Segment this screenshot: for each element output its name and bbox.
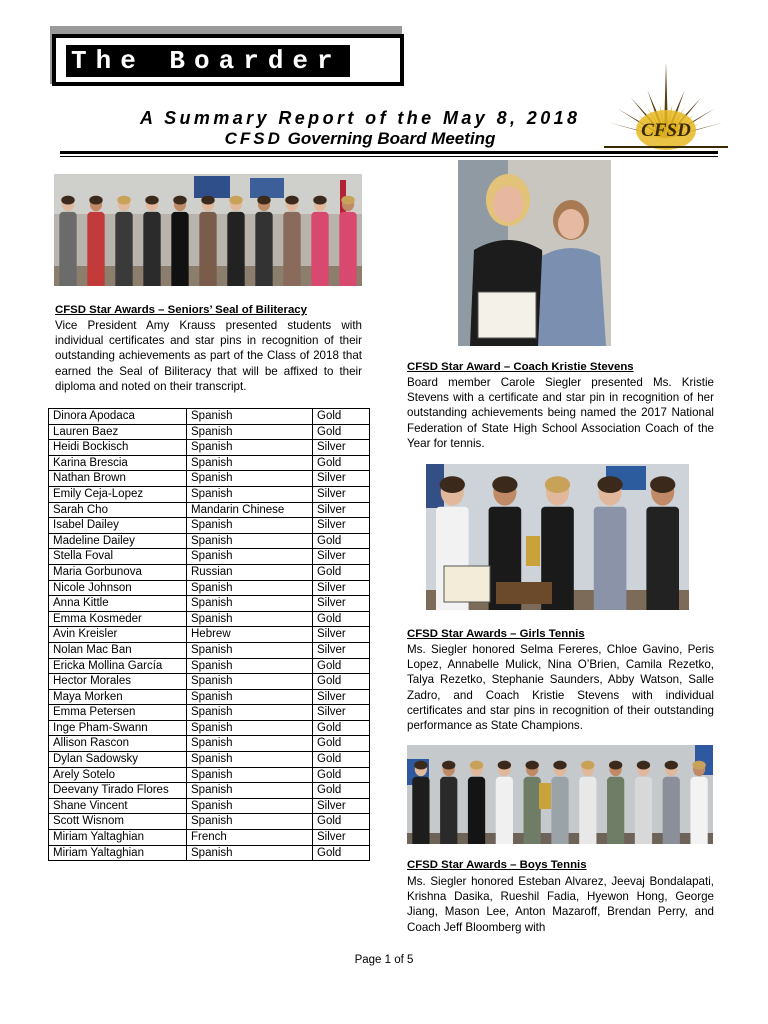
table-row bbox=[49, 486, 370, 502]
girls-tennis-heading: CFSD Star Awards – Girls Tennis bbox=[407, 628, 585, 640]
seal-level-cell: Gold bbox=[313, 720, 370, 736]
girls-tennis-photo bbox=[426, 464, 689, 610]
student-name-cell: Maya Morken bbox=[49, 689, 187, 705]
language-cell: Spanish bbox=[187, 409, 313, 425]
masthead bbox=[52, 34, 404, 86]
language-cell: Spanish bbox=[187, 783, 313, 799]
language-cell: Russian bbox=[187, 564, 313, 580]
student-name-cell: Emily Ceja-Lopez bbox=[49, 486, 187, 502]
masthead-title: The Boarder bbox=[66, 45, 350, 77]
table-row bbox=[49, 533, 370, 549]
student-name-cell: Emma Petersen bbox=[49, 705, 187, 721]
table-row bbox=[49, 518, 370, 534]
table-row bbox=[49, 736, 370, 752]
report-subtitle: CFSD Governing Board Meeting bbox=[224, 129, 496, 148]
biliteracy-heading: CFSD Star Awards – Seniors’ Seal of Biliteracy bbox=[55, 304, 307, 316]
title-rule-thin bbox=[60, 156, 718, 157]
student-name-cell: Maria Gorbunova bbox=[49, 564, 187, 580]
language-cell: Spanish bbox=[187, 814, 313, 830]
title-rule bbox=[60, 151, 718, 154]
table-row bbox=[49, 440, 370, 456]
seal-level-cell: Gold bbox=[313, 674, 370, 690]
language-cell: French bbox=[187, 830, 313, 846]
student-name-cell: Nicole Johnson bbox=[49, 580, 187, 596]
seal-level-cell: Gold bbox=[313, 783, 370, 799]
student-name-cell: Emma Kosmeder bbox=[49, 611, 187, 627]
language-cell: Spanish bbox=[187, 845, 313, 861]
table-row bbox=[49, 798, 370, 814]
language-cell: Spanish bbox=[187, 705, 313, 721]
student-name-cell: Anna Kittle bbox=[49, 596, 187, 612]
boys-tennis-photo bbox=[407, 745, 713, 844]
language-cell: Spanish bbox=[187, 471, 313, 487]
seal-level-cell: Gold bbox=[313, 736, 370, 752]
student-name-cell: Miriam Yaltaghian bbox=[49, 830, 187, 846]
seal-level-cell: Silver bbox=[313, 596, 370, 612]
table-row bbox=[49, 767, 370, 783]
table-row bbox=[49, 783, 370, 799]
coach-heading: CFSD Star Award – Coach Kristie Stevens bbox=[407, 361, 634, 373]
table-row bbox=[49, 720, 370, 736]
seal-level-cell: Gold bbox=[313, 752, 370, 768]
report-title: A Summary Report of the May 8, 2018 bbox=[140, 108, 581, 128]
language-cell: Spanish bbox=[187, 533, 313, 549]
language-cell: Spanish bbox=[187, 720, 313, 736]
boys-tennis-heading: CFSD Star Awards – Boys Tennis bbox=[407, 859, 587, 871]
seal-level-cell: Gold bbox=[313, 767, 370, 783]
language-cell: Spanish bbox=[187, 658, 313, 674]
student-name-cell: Dinora Apodaca bbox=[49, 409, 187, 425]
seal-level-cell: Gold bbox=[313, 533, 370, 549]
seal-level-cell: Gold bbox=[313, 845, 370, 861]
student-name-cell: Nolan Mac Ban bbox=[49, 642, 187, 658]
language-cell: Spanish bbox=[187, 518, 313, 534]
cfsd-logo bbox=[600, 52, 732, 156]
table-row bbox=[49, 596, 370, 612]
table-row bbox=[49, 580, 370, 596]
biliteracy-table bbox=[48, 408, 370, 861]
seal-level-cell: Silver bbox=[313, 580, 370, 596]
seal-level-cell: Silver bbox=[313, 642, 370, 658]
language-cell: Hebrew bbox=[187, 627, 313, 643]
table-row bbox=[49, 642, 370, 658]
seal-level-cell: Silver bbox=[313, 705, 370, 721]
language-cell: Spanish bbox=[187, 455, 313, 471]
language-cell: Spanish bbox=[187, 752, 313, 768]
student-name-cell: Inge Pham-Swann bbox=[49, 720, 187, 736]
student-name-cell: Sarah Cho bbox=[49, 502, 187, 518]
student-name-cell: Allison Rascon bbox=[49, 736, 187, 752]
student-name-cell: Hector Morales bbox=[49, 674, 187, 690]
language-cell: Spanish bbox=[187, 549, 313, 565]
seal-level-cell: Silver bbox=[313, 830, 370, 846]
seal-level-cell: Silver bbox=[313, 689, 370, 705]
svg-text:CFSD: CFSD bbox=[641, 120, 691, 141]
language-cell: Spanish bbox=[187, 767, 313, 783]
table-row bbox=[49, 424, 370, 440]
language-cell: Spanish bbox=[187, 424, 313, 440]
biliteracy-group-photo bbox=[54, 174, 362, 286]
girls-tennis-body: Ms. Siegler honored Selma Fereres, Chloe Gavino, Peris Lopez, Annabelle Mulick, Nina O’Brien, Camila Rezetko, Talya Rezetko, Stephanie Saunders, Abby Watson, Salle Zadro, and Coach Kristie Stevens with individual certificates and star pins in recognition of their outstanding performance as State Champions. bbox=[407, 643, 714, 733]
seal-level-cell: Silver bbox=[313, 502, 370, 518]
table-row bbox=[49, 674, 370, 690]
seal-level-cell: Silver bbox=[313, 440, 370, 456]
seal-level-cell: Silver bbox=[313, 486, 370, 502]
table-row bbox=[49, 471, 370, 487]
student-name-cell: Stella Foval bbox=[49, 549, 187, 565]
language-cell: Spanish bbox=[187, 580, 313, 596]
seal-level-cell: Gold bbox=[313, 611, 370, 627]
language-cell: Spanish bbox=[187, 440, 313, 456]
seal-level-cell: Silver bbox=[313, 798, 370, 814]
seal-level-cell: Gold bbox=[313, 814, 370, 830]
student-name-cell: Karina Brescia bbox=[49, 455, 187, 471]
student-name-cell: Nathan Brown bbox=[49, 471, 187, 487]
seal-level-cell: Silver bbox=[313, 518, 370, 534]
language-cell: Spanish bbox=[187, 611, 313, 627]
student-name-cell: Isabel Dailey bbox=[49, 518, 187, 534]
student-name-cell: Miriam Yaltaghian bbox=[49, 845, 187, 861]
biliteracy-body: Vice President Amy Krauss presented students with individual certificates and star pins in recognition of their outstanding achievements as part of the Class of 2018 that earned the Seal of Biliteracy that will be affixed to their diploma and noted on their transcript. bbox=[55, 319, 362, 393]
seal-level-cell: Gold bbox=[313, 409, 370, 425]
table-row bbox=[49, 502, 370, 518]
table-row bbox=[49, 549, 370, 565]
seal-level-cell: Gold bbox=[313, 455, 370, 471]
table-row bbox=[49, 814, 370, 830]
boys-tennis-body: Ms. Siegler honored Esteban Alvarez, Jeevaj Bondalapati, Krishna Dasika, Rueshil Fadia, Hyewon Hong, George Jiang, Mason Lee, Anton Mazaroff, Brendan Perry, and Coach Jeff Bloomberg with bbox=[407, 875, 714, 934]
student-name-cell: Deevany Tirado Flores bbox=[49, 783, 187, 799]
language-cell: Mandarin Chinese bbox=[187, 502, 313, 518]
language-cell: Spanish bbox=[187, 689, 313, 705]
seal-level-cell: Gold bbox=[313, 564, 370, 580]
language-cell: Spanish bbox=[187, 798, 313, 814]
language-cell: Spanish bbox=[187, 642, 313, 658]
table-row bbox=[49, 658, 370, 674]
coach-body: Board member Carole Siegler presented Ms. Kristie Stevens with a certificate and star pin in recognition of her outstanding achievements being named the 2017 National Federation of State High School Association Coach of the Year for tennis. bbox=[407, 376, 714, 450]
seal-level-cell: Silver bbox=[313, 471, 370, 487]
language-cell: Spanish bbox=[187, 736, 313, 752]
student-name-cell: Ericka Mollina García bbox=[49, 658, 187, 674]
language-cell: Spanish bbox=[187, 674, 313, 690]
table-row bbox=[49, 627, 370, 643]
student-name-cell: Madeline Dailey bbox=[49, 533, 187, 549]
seal-level-cell: Silver bbox=[313, 549, 370, 565]
seal-level-cell: Gold bbox=[313, 424, 370, 440]
table-row bbox=[49, 611, 370, 627]
table-row bbox=[49, 689, 370, 705]
coach-stevens-photo bbox=[458, 160, 611, 346]
table-row bbox=[49, 455, 370, 471]
table-row bbox=[49, 845, 370, 861]
language-cell: Spanish bbox=[187, 486, 313, 502]
table-row bbox=[49, 830, 370, 846]
language-cell: Spanish bbox=[187, 596, 313, 612]
table-row bbox=[49, 409, 370, 425]
page-number: Page 1 of 5 bbox=[354, 954, 414, 966]
seal-level-cell: Silver bbox=[313, 627, 370, 643]
student-name-cell: Shane Vincent bbox=[49, 798, 187, 814]
table-row bbox=[49, 705, 370, 721]
table-row bbox=[49, 564, 370, 580]
student-name-cell: Arely Sotelo bbox=[49, 767, 187, 783]
seal-level-cell: Gold bbox=[313, 658, 370, 674]
student-name-cell: Avin Kreisler bbox=[49, 627, 187, 643]
table-row bbox=[49, 752, 370, 768]
student-name-cell: Scott Wisnom bbox=[49, 814, 187, 830]
student-name-cell: Heidi Bockisch bbox=[49, 440, 187, 456]
student-name-cell: Dylan Sadowsky bbox=[49, 752, 187, 768]
student-name-cell: Lauren Baez bbox=[49, 424, 187, 440]
